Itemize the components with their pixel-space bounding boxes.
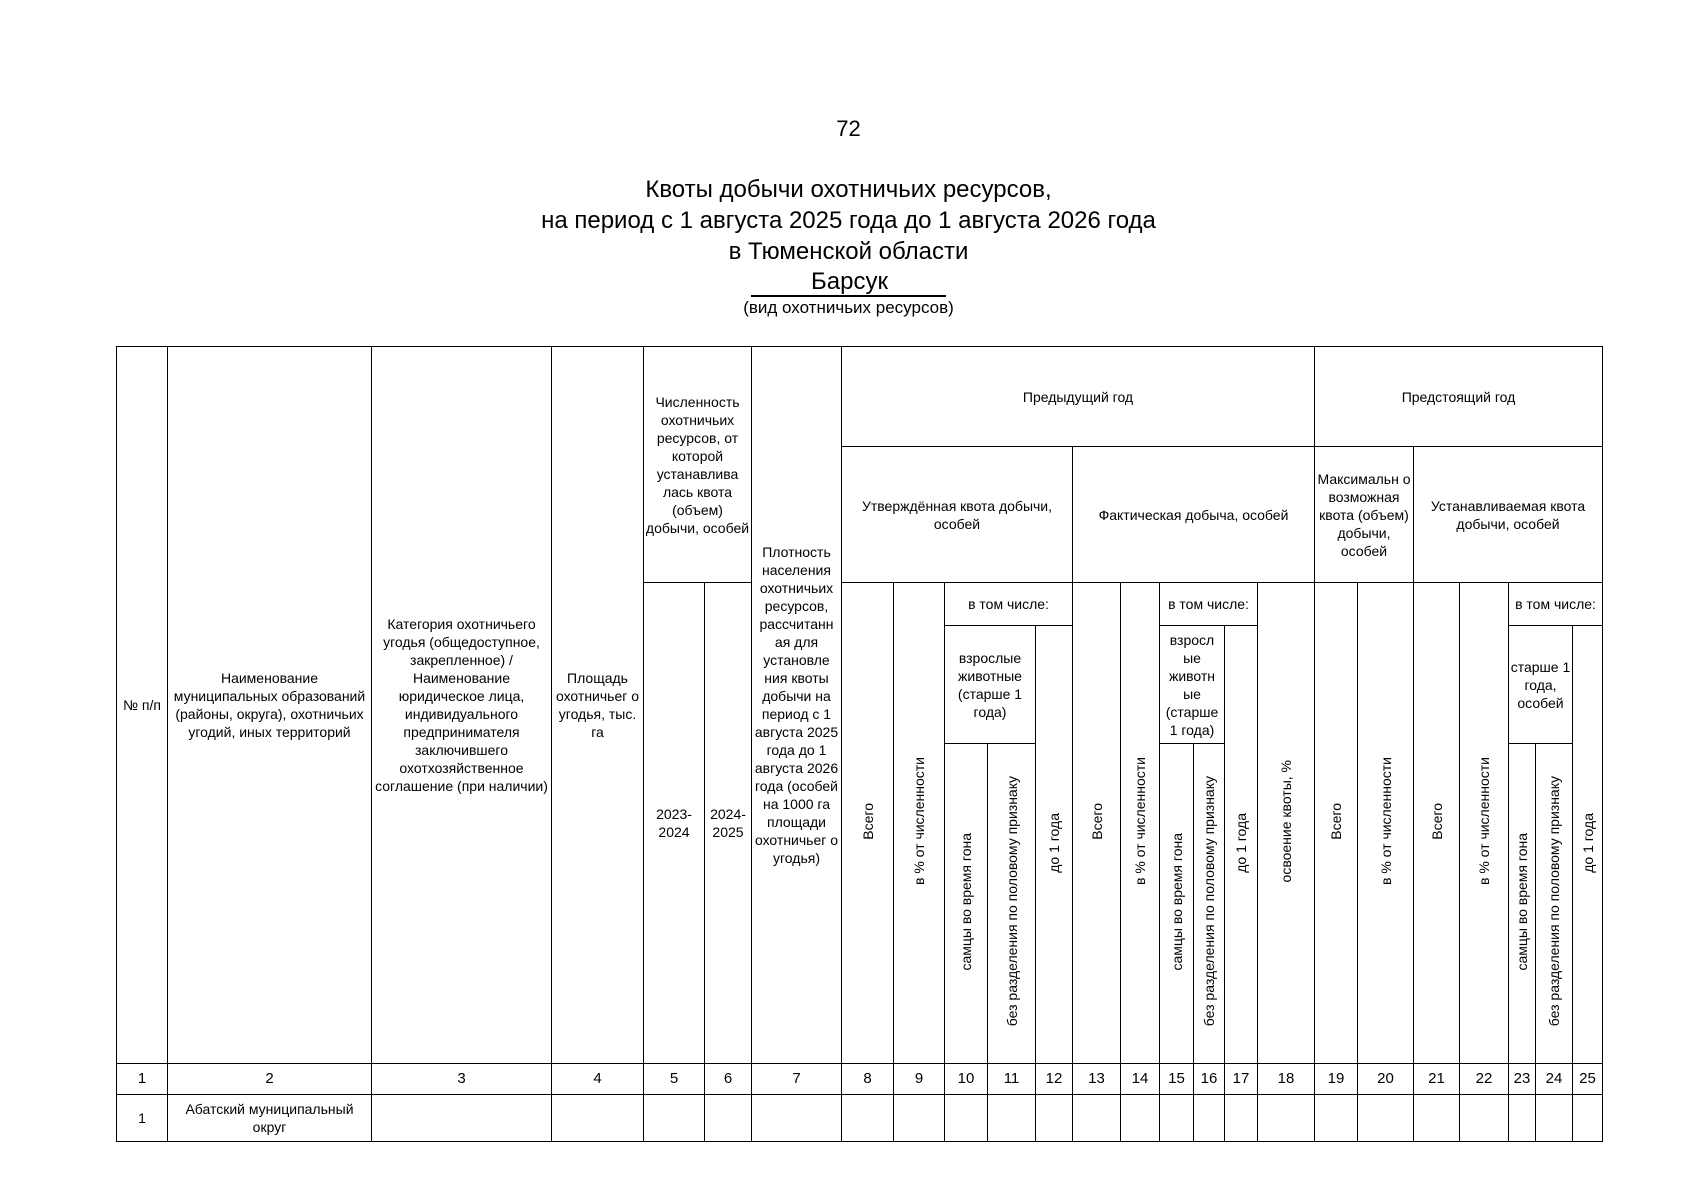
- page-number: 72: [836, 116, 861, 141]
- table-cell: [644, 1095, 705, 1142]
- species-caption: (вид охотничьих ресурсов): [743, 298, 954, 317]
- quota-table: [116, 346, 1603, 1142]
- table-cell: [1258, 1095, 1315, 1142]
- table-cell: [1073, 1095, 1121, 1142]
- title-line-1: Квоты добычи охотничьих ресурсов,: [645, 176, 1052, 203]
- row-municipality: Абатский муниципальный округ: [168, 1095, 372, 1142]
- column-number: 25: [1573, 1064, 1603, 1095]
- table-cell: [1194, 1095, 1225, 1142]
- column-number-row: [117, 1064, 1603, 1095]
- table-cell: [1315, 1095, 1358, 1142]
- table-cell: [1460, 1095, 1509, 1142]
- table-cell: [1358, 1095, 1414, 1142]
- header-density: Плотность населения охотничьих ресурсов, рассчитанн ая для установле ния квоты добычи на период с 1 августа 2025 года до 1 августа 2026 года (особей на 1000 га площади охотничьег о угодья): [752, 347, 842, 1064]
- header-year-2024-2025: 2024-2025: [705, 583, 752, 1064]
- header-set-total: Всего: [1414, 583, 1460, 1064]
- header-max-percent: в % от численности: [1358, 583, 1414, 1064]
- header-approved-males-rut: самцы во время гона: [945, 744, 988, 1064]
- header-max-total: Всего: [1315, 583, 1358, 1064]
- column-number: 15: [1160, 1064, 1194, 1095]
- header-approved-no-sex-split: без разделения по половому признаку: [988, 744, 1036, 1064]
- column-number: 6: [705, 1064, 752, 1095]
- table-cell: [988, 1095, 1036, 1142]
- header-set-including: в том числе:: [1509, 583, 1603, 626]
- title-line-3: в Тюменской области: [728, 238, 969, 265]
- header-actual-under-1y: до 1 года: [1225, 626, 1258, 1064]
- header-area: Площадь охотничьег о угодья, тыс. га: [552, 347, 644, 1064]
- column-number: 12: [1036, 1064, 1073, 1095]
- species-field: [0, 268, 1697, 297]
- header-year-2023-2024: 2023-2024: [644, 583, 705, 1064]
- header-actual-including: в том числе:: [1160, 583, 1258, 626]
- header-approved-percent: в % от численности: [894, 583, 945, 1064]
- title-line-2: на период с 1 августа 2025 года до 1 августа 2026 года: [541, 207, 1156, 234]
- header-approved-total: Всего: [842, 583, 894, 1064]
- header-municipality: Наименование муниципальных образований (районы, округа), охотничьих угодий, иных территорий: [168, 347, 372, 1064]
- column-number: 9: [894, 1064, 945, 1095]
- header-actual-harvest: Фактическая добыча, особей: [1073, 447, 1315, 583]
- column-number: 4: [552, 1064, 644, 1095]
- header-max-quota: Максимальн о возможная квота (объем) добычи, особей: [1315, 447, 1414, 583]
- column-number: 13: [1073, 1064, 1121, 1095]
- column-number: 1: [117, 1064, 168, 1095]
- header-approved-adults: взрослые животные (старше 1 года): [945, 626, 1036, 744]
- column-number: 19: [1315, 1064, 1358, 1095]
- table-cell: [1121, 1095, 1160, 1142]
- column-number: 8: [842, 1064, 894, 1095]
- column-number: 5: [644, 1064, 705, 1095]
- column-number: 17: [1225, 1064, 1258, 1095]
- column-number: 21: [1414, 1064, 1460, 1095]
- column-number: 7: [752, 1064, 842, 1095]
- header-upcoming-year: Предстоящий год: [1315, 347, 1603, 447]
- species-name: Барсук: [751, 269, 946, 297]
- header-population: Численность охотничьих ресурсов, от которой устанавлива лась квота (объем) добычи, особей: [644, 347, 752, 583]
- column-number: 22: [1460, 1064, 1509, 1095]
- header-approved-including: в том числе:: [945, 583, 1073, 626]
- header-previous-year: Предыдущий год: [842, 347, 1315, 447]
- header-actual-total: Всего: [1073, 583, 1121, 1064]
- table-cell: [945, 1095, 988, 1142]
- column-number: 14: [1121, 1064, 1160, 1095]
- table-cell: [1160, 1095, 1194, 1142]
- header-quota-use: освоение квоты, %: [1258, 583, 1315, 1064]
- table-cell: [1536, 1095, 1573, 1142]
- document-title: [0, 174, 1697, 267]
- table-row: [117, 1095, 1603, 1142]
- header-set-percent: в % от численности: [1460, 583, 1509, 1064]
- header-actual-adults: взросл ые животн ые (старше 1 года): [1160, 626, 1225, 744]
- table-cell: [1414, 1095, 1460, 1142]
- header-set-under-1y: до 1 года: [1573, 626, 1603, 1064]
- column-number: 24: [1536, 1064, 1573, 1095]
- header-actual-percent: в % от численности: [1121, 583, 1160, 1064]
- column-number: 10: [945, 1064, 988, 1095]
- header-actual-no-sex-split: без разделения по половому признаку: [1194, 744, 1225, 1064]
- header-set-quota: Устанавливаемая квота добычи, особей: [1414, 447, 1603, 583]
- column-number: 3: [372, 1064, 552, 1095]
- header-set-older-1y: старше 1 года, особей: [1509, 626, 1573, 744]
- table-cell: [842, 1095, 894, 1142]
- table-cell: [894, 1095, 945, 1142]
- header-approved-under-1y: до 1 года: [1036, 626, 1073, 1064]
- column-number: 20: [1358, 1064, 1414, 1095]
- table-cell: [372, 1095, 552, 1142]
- header-set-no-sex-split: без разделения по половому признаку: [1536, 744, 1573, 1064]
- header-row-number: № п/п: [117, 347, 168, 1064]
- column-number: 2: [168, 1064, 372, 1095]
- header-hunting-ground-category: Категория охотничьего угодья (общедоступное, закрепленное) / Наименование юридическое лица, индивидуального предпринимателя заключившего охотхозяйственное соглашение (при наличии): [372, 347, 552, 1064]
- table-cell: [1225, 1095, 1258, 1142]
- table-cell: [705, 1095, 752, 1142]
- column-number: 18: [1258, 1064, 1315, 1095]
- table-cell: [1573, 1095, 1603, 1142]
- column-number: 16: [1194, 1064, 1225, 1095]
- table-cell: [1036, 1095, 1073, 1142]
- table-cell: [552, 1095, 644, 1142]
- header-approved-quota: Утверждённая квота добычи, особей: [842, 447, 1073, 583]
- row-number: 1: [117, 1095, 168, 1142]
- column-number: 23: [1509, 1064, 1536, 1095]
- table-cell: [752, 1095, 842, 1142]
- column-number: 11: [988, 1064, 1036, 1095]
- header-actual-males-rut: самцы во время гона: [1160, 744, 1194, 1064]
- header-set-males-rut: самцы во время гона: [1509, 744, 1536, 1064]
- table-cell: [1509, 1095, 1536, 1142]
